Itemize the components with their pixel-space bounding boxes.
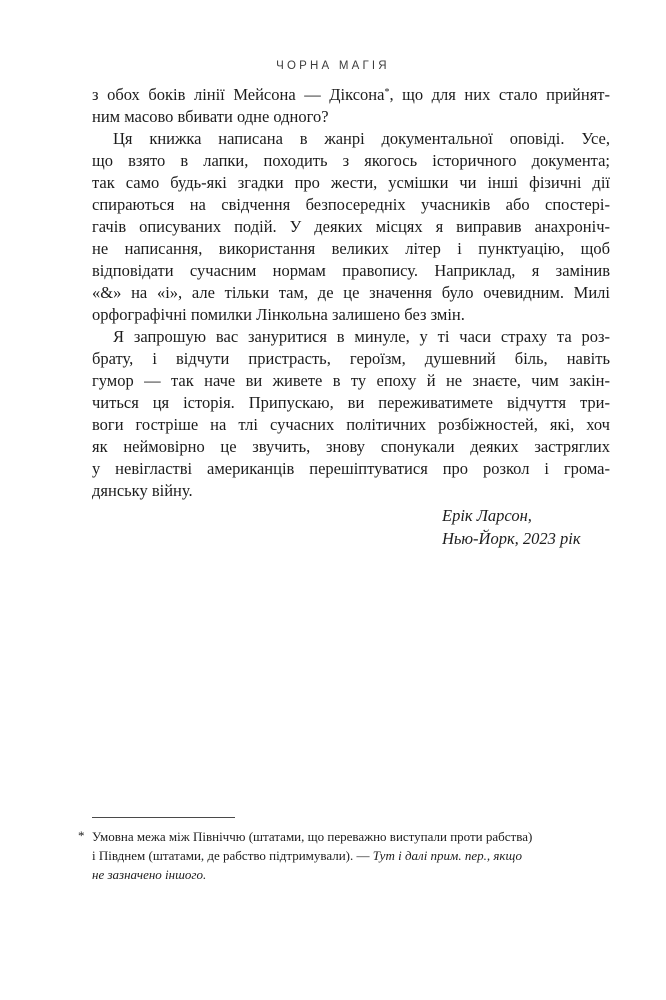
text-line: орфографічні помилки Лінкольна залишено без змін. bbox=[92, 305, 465, 324]
text-line: не написання, використання великих літер і пунктуацію, щоб bbox=[92, 239, 610, 258]
text-line: відповідати сучасним нормам правопису. Наприклад, я замінив bbox=[92, 261, 610, 280]
footnote bbox=[78, 817, 610, 884]
text-segment: , що для них стало прийнят- bbox=[389, 85, 610, 104]
footnote-reference-asterisk: * bbox=[384, 87, 390, 98]
footnote-line: Умовна межа між Північчю (штатами, що переважно виступали проти рабства) bbox=[92, 829, 533, 844]
paragraph-1 bbox=[92, 84, 610, 128]
text-line: читься ця історія. Припускаю, ви переживатимете відчуття три- bbox=[92, 393, 610, 412]
text-line: як неймовірно це звучить, знову спонукали деяких застряглих bbox=[92, 437, 610, 456]
text-line: Я запрошую вас зануритися в минуле, у ті часи страху та роз- bbox=[113, 327, 610, 346]
footnote-text bbox=[78, 827, 610, 884]
running-head: ЧОРНА МАГІЯ bbox=[276, 60, 390, 72]
translator-note-italic: Тут і далі прим. пер., якщо bbox=[372, 848, 522, 863]
paragraph-2 bbox=[92, 128, 610, 326]
text-line: Ця книжка написана в жанрі документальної оповіді. Усе, bbox=[113, 129, 610, 148]
text-segment: і Півднем (штатами, де рабство підтримували). — bbox=[92, 848, 373, 863]
text-line: дянську війну. bbox=[92, 481, 193, 500]
text-line: ним масово вбивати одне одного? bbox=[92, 107, 329, 126]
text-line: спираються на свідчення безпосередніх учасників або спостері- bbox=[92, 195, 610, 214]
text-line: брату, і відчути пристрасть, героїзм, душевний біль, навіть bbox=[92, 349, 610, 368]
signature-place-date: Нью-Йорк, 2023 рік bbox=[442, 529, 581, 548]
text-line: воги гостріше на тлі сучасних політичних розбіжностей, які, хоч bbox=[92, 415, 610, 434]
text-line: що взято в лапки, походить з якогось історичного документа; bbox=[92, 151, 610, 170]
footnote-line bbox=[92, 846, 610, 865]
text-line bbox=[92, 84, 610, 106]
body-text bbox=[92, 84, 610, 550]
text-line: у невігластві американців перешіптуватися про розкол і грома- bbox=[92, 459, 610, 478]
text-line: гачів описуваних подій. У деяких місцях я виправив анахроніч- bbox=[92, 217, 610, 236]
author-signature bbox=[442, 504, 610, 550]
text-line: «&» на «і», але тільки там, де це значення було очевидним. Милі bbox=[92, 283, 610, 302]
footnote-line: не зазначено іншого. bbox=[92, 867, 207, 882]
text-line: так само будь-які згадки про жести, усмішки чи інші фізичні дії bbox=[92, 173, 610, 192]
paragraph-3 bbox=[92, 326, 610, 502]
footnote-marker: * bbox=[78, 828, 85, 843]
text-line: гумор — так наче ви живете в ту епоху й не знаєте, чим закін- bbox=[92, 371, 610, 390]
text-segment: з обох боків лінії Мейсона — Діксона bbox=[92, 85, 385, 104]
footnote-divider bbox=[92, 817, 235, 818]
signature-author: Ерік Ларсон, bbox=[442, 506, 532, 525]
